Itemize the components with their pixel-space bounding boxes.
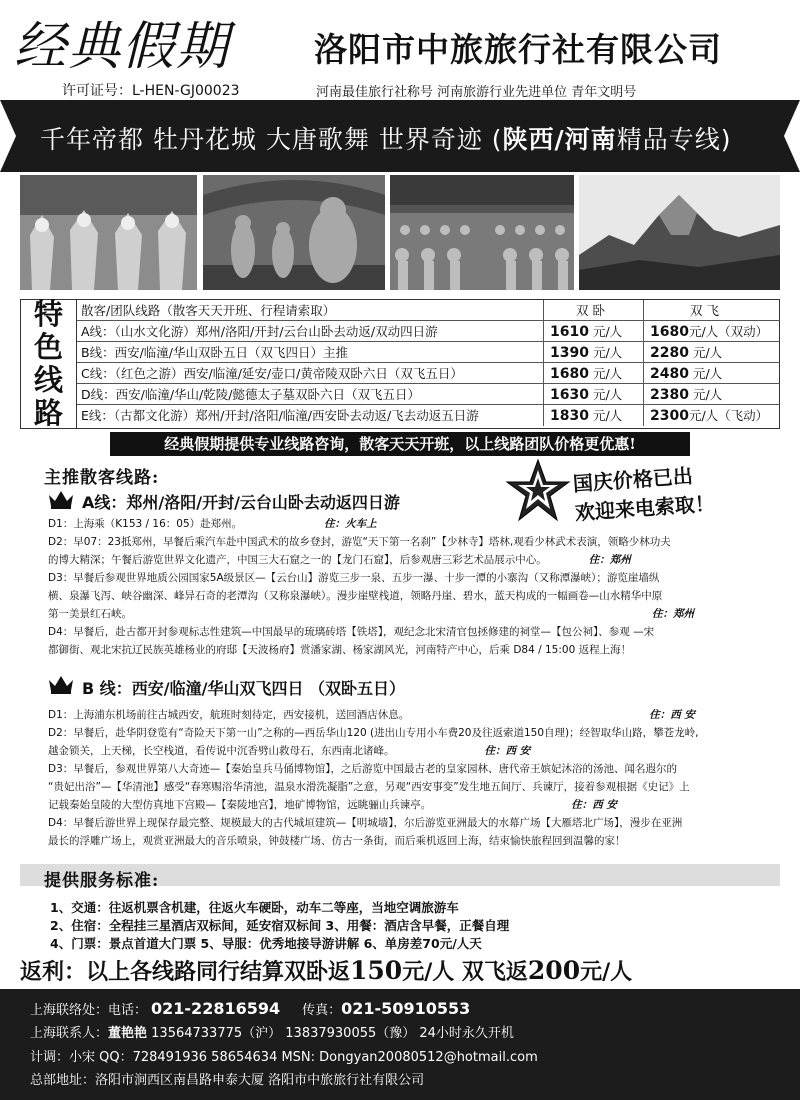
company-honors: 河南最佳旅行社称号 河南旅游行业先进单位 青年文明号 xyxy=(316,85,637,100)
main-routes-title: 主推散客线路: xyxy=(44,468,160,488)
route-a-title: A线：郑州/洛阳/开封/云台山卧去动返四日游 xyxy=(82,493,400,512)
planner-line: 计调：小宋 QQ：728491936 58654634 MSN: Dongyan20080512@hotmail.com xyxy=(30,1050,538,1065)
featured-routes-label: 特 色 线 路 xyxy=(21,300,77,428)
service-item: 4、门票：景点首道大门票 5、导服：优秀地接导游讲解 6、单房差70元/人天 xyxy=(50,936,482,951)
photo-buddha-grotto xyxy=(203,175,385,290)
table-row: A线：（山水文化游）郑州/洛阳/开封/云台山卧去动返/双动四日游 1610 元/人 1680元/人（双动） xyxy=(77,321,780,342)
rebate-notice: 返利：以上各线路同行结算双卧返150元/人 双飞返200元/人 xyxy=(20,956,633,985)
national-day-promo: 国庆价格已出 欢迎来电索取！ xyxy=(572,463,716,525)
route-b-title: B 线：西安/临潼/华山双飞四日 （双卧五日） xyxy=(82,679,406,698)
route-b-itinerary: D1：上海浦东机场前往古城西安，航班时刻待定，西安接机，送回酒店休息。 住：西 安 D2：早餐后，赴华阴登览有“奇险天下第一山”之称的—西岳华山120 (进出山专用小车费20及往返索道150自理)；经智取华山路，攀苍龙岭, 越金锁关，上天梯，长空栈道，看传说中沉香劈山救母石，东西南北诸峰。 住：西 安 D3：早餐后，参观世界第八大奇迹—【秦始皇兵马俑博物馆】，之后游览中国最古老的皇家园林、唐代帝王嫔妃沐浴的汤池、闻名遐尔的 “贵妃出浴”—【华清池】感受“春寒赐浴华清池，温泉水滑洗凝脂”之意，另观“西安事变”发生地五间厅、兵谏厅，接着参观根据《史记》上 记载秦始皇陵的大型仿真地下宫殿—【秦陵地宫】，地矿博物馆，远眺骊山兵谏亭。 住：西 安 D4：早餐后游世界上现保存最完整、规模最大的古代城垣建筑—【明城墙】，尔后游览亚洲最大的水幕广场【大雁塔北广场】，漫步在亚洲 最长的浮雕广场上，观赏亚洲最大的音乐喷泉，钟鼓楼广场、仿古一条街，而后乘机返回上海，结束愉快旅程回到温馨的家！ xyxy=(48,709,699,847)
services-title: 提供服务标准: xyxy=(44,871,160,891)
table-row: B线：西安/临潼/华山双卧五日（双飞四日）主推 1390 元/人 2280 元/人 xyxy=(77,342,780,363)
crown-icon xyxy=(48,674,74,694)
headquarters-address: 总部地址：洛阳市涧西区南昌路申泰大厦 洛阳市中旅旅行社有限公司 xyxy=(30,1073,425,1088)
table-header-row: 散客/团队线路（散客天天开班、行程请索取） 双 卧 双 飞 xyxy=(77,300,780,321)
table-row: E线：（古都文化游）郑州/开封/洛阳/临潼/西安卧去动返/飞去动返五日游 1830 元/人 2300元/人（飞动） xyxy=(77,405,780,426)
contact-person-line: 上海联系人：董艳艳 13564733775（沪） 13837930055（豫） 24小时永久开机 xyxy=(30,1026,514,1041)
consultation-tip: 经典假期提供专业线路咨询，散客天天开班，以上线路团队价格更优惠! xyxy=(110,432,690,456)
company-name: 洛阳市中旅旅行社有限公司 xyxy=(314,30,722,69)
license-number: 许可证号：L-HEN-GJ00023 xyxy=(62,83,240,99)
table-row: C线：（红色之游）西安/临潼/延安/壶口/黄帝陵双卧六日（双飞五日） 1680 元/人 2480 元/人 xyxy=(77,363,780,384)
price-table xyxy=(20,299,780,429)
slogan-text: 千年帝都 牡丹花城 大唐歌舞 世界奇迹 (陕西/河南精品专线) xyxy=(40,125,732,154)
route-a-itinerary: D1：上海乘（K153 / 16：05）赴郑州。 住：火车上 D2：早07：23抵郑州，早餐后乘汽车赴中国武术的故乡登封，游览“天下第一名刹”【少林寺】塔林,观看少林武术表演，领略少林功夫 的博大精深；午餐后游览世界文化遗产，中国三大石窟之一的【龙门石窟】，后参观唐三彩艺术品展示中心。 住：郑州 D3：早餐后参观世界地质公园国家5A级景区—【云台山】游览三步一泉、五步一瀑、十步一潭的小寨沟（又称潭瀑峡）；游览崖墙纵 横、泉瀑飞泻、峡谷幽深、峰异石奇的老潭沟（又称泉瀑峡）。漫步崖壁栈道，领略丹崖、碧水，蓝天构成的一幅画卷—山水精华中原 第一美景红石峡。 住：郑州 D4：早餐后，赴古都开封参观标志性建筑—中国最早的琉璃砖塔【铁塔】，观纪念北宋清官包拯修建的祠堂—【包公祠】、参观 —宋 都御街、观北宋抗辽民族英雄杨业的府邸【天波杨府】赏潘家湖、杨家湖风光，河南特产中心，后乘 D84 / 15:00 返程上海！ xyxy=(48,518,694,656)
table-row: D线：西安/临潼/华山/乾陵/懿德太子墓双卧六日（双飞五日） 1630 元/人 2380 元/人 xyxy=(77,384,780,405)
photo-terracotta-army xyxy=(390,175,574,290)
shanghai-office-line: 上海联络处：电话： 021-22816594 传真：021-50910553 xyxy=(30,999,471,1018)
photo-huashan-mountain xyxy=(579,175,780,290)
service-item: 1、交通：往返机票含机建，往返火车硬卧，动车二等座，当地空调旅游车 xyxy=(50,900,459,915)
service-item: 2、住宿：全程挂三星酒店双标间，延安宿双标间 3、用餐：酒店含早餐，正餐自理 xyxy=(50,918,510,933)
crown-icon xyxy=(48,489,74,509)
brand-logo: 经典假期 xyxy=(14,17,231,77)
photo-longmen-reliefs xyxy=(20,175,197,290)
